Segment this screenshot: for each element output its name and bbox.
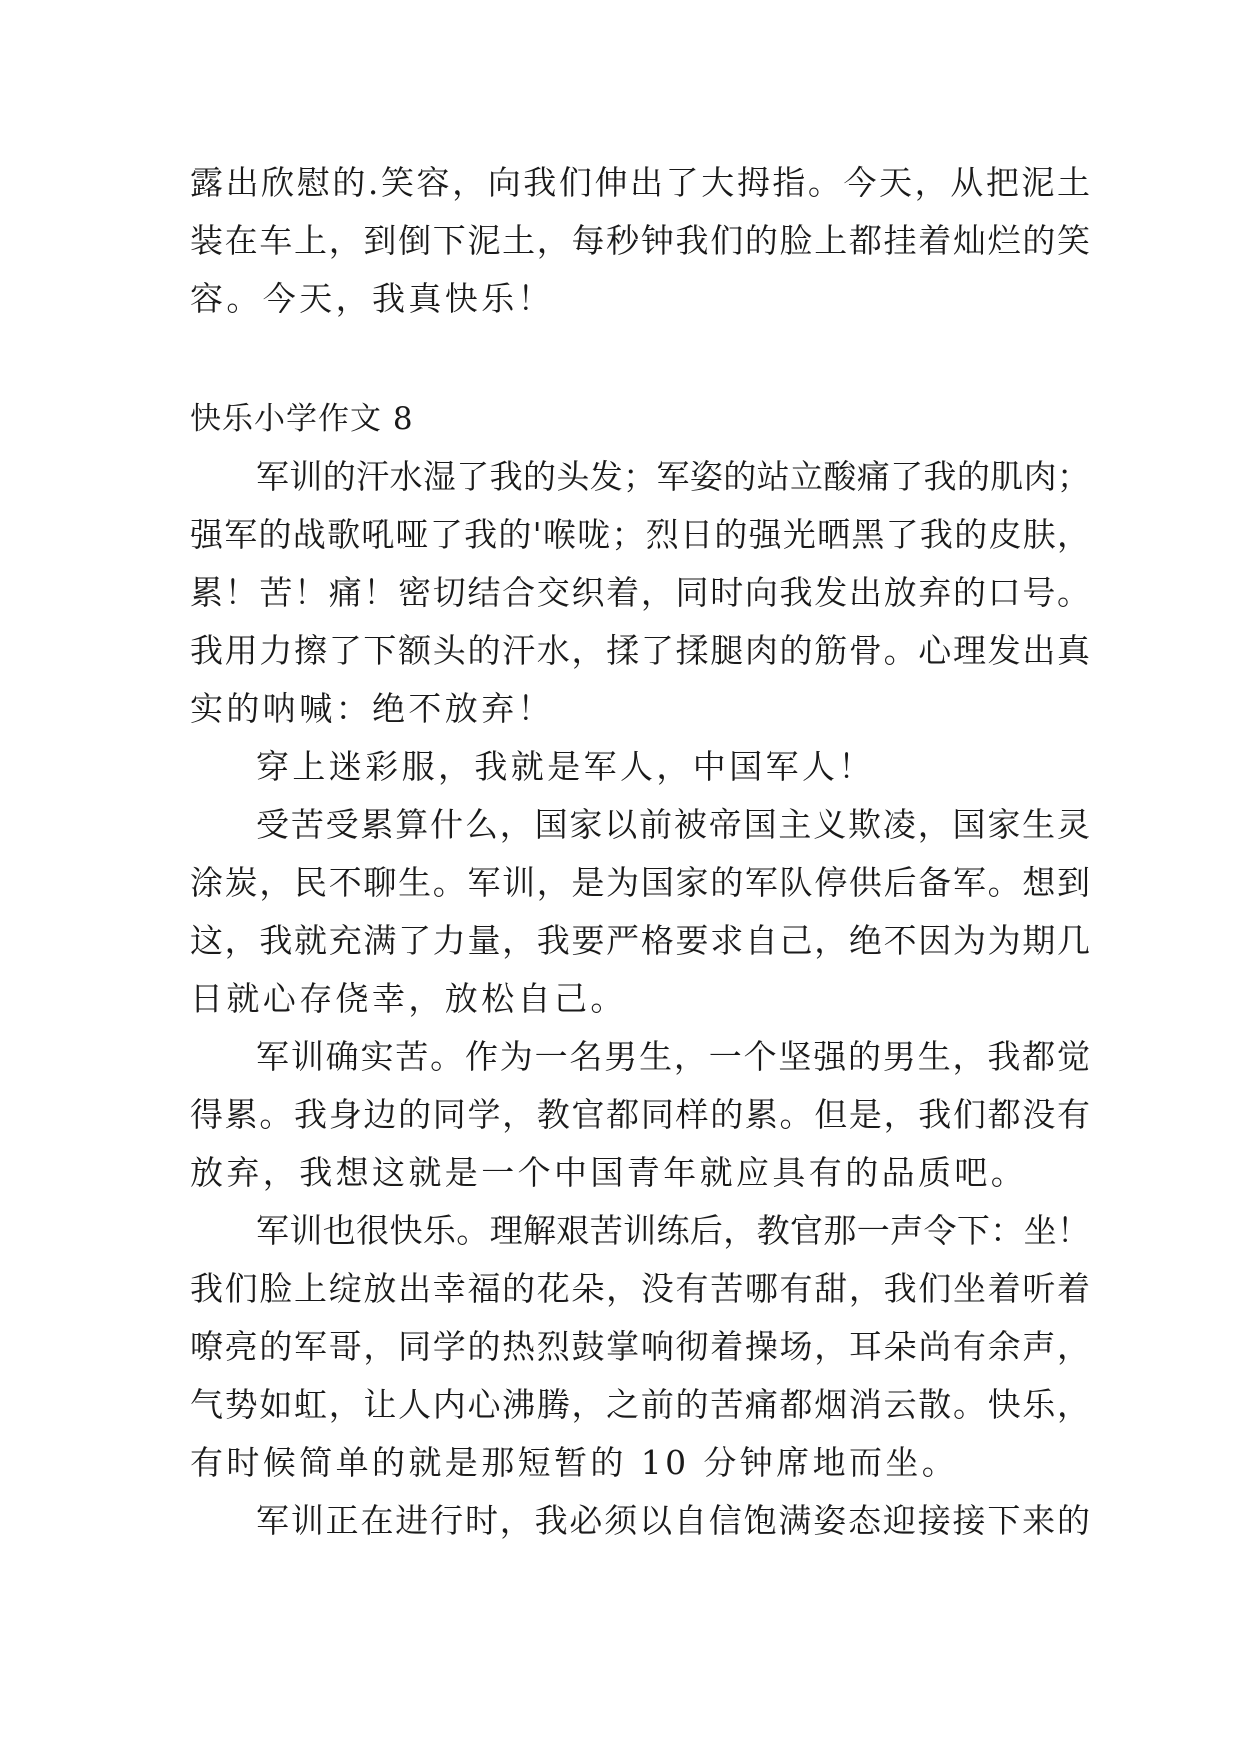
text-line: 得累。我身边的同学，教官都同样的累。但是，我们都没有 (190, 1095, 1090, 1134)
text-line: 嘹亮的军哥，同学的热烈鼓掌响彻着操场，耳朵尚有余声， (190, 1327, 1090, 1366)
text-line: 受苦受累算什么，国家以前被帝国主义欺凌，国家生灵 (256, 805, 1090, 844)
text-line: 涂炭，民不聊生。军训，是为国家的军队停供后备军。想到 (190, 863, 1090, 902)
text-line: 放弃，我想这就是一个中国青年就应具有的品质吧。 (190, 1153, 1028, 1192)
text-line: 容。今天，我真快乐！ (190, 279, 554, 318)
text-line: 实的呐喊：绝不放弃！ (190, 689, 554, 728)
text-line: 我们脸上绽放出幸福的花朵，没有苦哪有甜，我们坐着听着 (190, 1269, 1090, 1308)
text-line: 这，我就充满了力量，我要严格要求自己，绝不因为为期几 (190, 921, 1090, 960)
text-line: 气势如虹，让人内心沸腾，之前的苦痛都烟消云散。快乐， (190, 1385, 1090, 1424)
text-line: 累！苦！痛！密切结合交织着，同时向我发出放弃的口号。 (190, 573, 1090, 612)
text-line: 军训的汗水湿了我的头发；军姿的站立酸痛了我的肌肉； (256, 457, 1090, 496)
text-line: 有时候简单的就是那短暂的 10 分钟席地而坐。 (190, 1443, 959, 1482)
text-line: 穿上迷彩服，我就是军人，中国军人！ (256, 747, 875, 786)
text-line: 军训也很快乐。理解艰苦训练后，教官那一声令下：坐！ (256, 1211, 1090, 1250)
text-line: 军训确实苦。作为一名男生，一个坚强的男生，我都觉 (256, 1037, 1090, 1076)
text-line: 装在车上，到倒下泥土，每秒钟我们的脸上都挂着灿烂的笑 (190, 221, 1090, 260)
section-title: 快乐小学作文 8 (190, 401, 414, 437)
text-line: 强军的战歌吼哑了我的'喉咙；烈日的强光晒黑了我的皮肤， (190, 515, 1090, 554)
text-line: 日就心存侥幸，放松自己。 (190, 979, 627, 1018)
text-line: 我用力擦了下额头的汗水，揉了揉腿肉的筋骨。心理发出真 (190, 631, 1090, 670)
text-line: 露出欣慰的.笑容，向我们伸出了大拇指。今天，从把泥土 (190, 163, 1090, 202)
text-line: 军训正在进行时，我必须以自信饱满姿态迎接接下来的 (256, 1501, 1090, 1540)
